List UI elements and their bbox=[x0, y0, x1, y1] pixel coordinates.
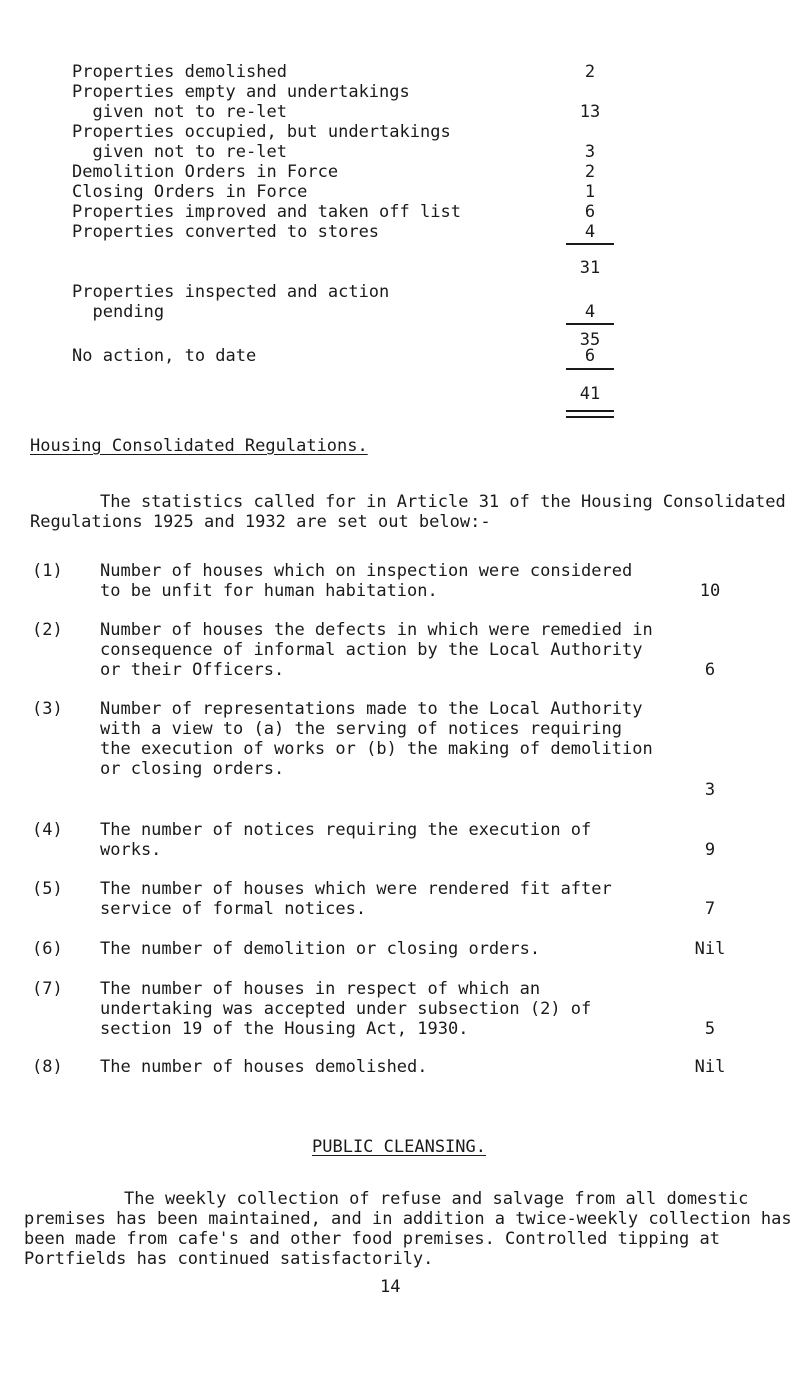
summary-value: 4 bbox=[584, 222, 596, 242]
item-number: (8) bbox=[32, 1057, 63, 1077]
item-value: 7 bbox=[704, 899, 716, 919]
item-text: The number of demolition or closing orders. bbox=[100, 939, 541, 959]
total-rule bbox=[566, 410, 614, 412]
summary-label: Properties empty and undertakings bbox=[72, 82, 410, 102]
no-action-label: No action, to date bbox=[72, 346, 257, 366]
item-number: (4) bbox=[32, 820, 63, 840]
summary-label: Properties demolished bbox=[72, 62, 287, 82]
total-rule bbox=[566, 416, 614, 418]
summary-label: given not to re-let bbox=[72, 102, 287, 122]
pending-label: Properties inspected and action bbox=[72, 282, 390, 302]
item-value: 9 bbox=[704, 840, 716, 860]
no-action-value: 6 bbox=[584, 346, 596, 366]
sum-rule bbox=[566, 323, 614, 325]
cleansing-heading: PUBLIC CLEANSING. bbox=[312, 1137, 486, 1157]
pending-value: 4 bbox=[584, 302, 596, 322]
summary-label: Properties occupied, but undertakings bbox=[72, 122, 451, 142]
item-number: (6) bbox=[32, 939, 63, 959]
item-number: (7) bbox=[32, 979, 63, 999]
summary-label: Properties converted to stores bbox=[72, 222, 380, 242]
item-number: (3) bbox=[32, 699, 63, 719]
summary-value: 2 bbox=[584, 62, 596, 82]
item-text: Number of houses the defects in which were remedied in consequence of informal action by the Local Authority or their Officers. bbox=[100, 620, 653, 680]
housing-heading: Housing Consolidated Regulations. bbox=[30, 436, 368, 456]
summary-label: Properties improved and taken off list bbox=[72, 202, 461, 222]
item-value: 5 bbox=[704, 1019, 716, 1039]
item-text: The number of notices requiring the execution of works. bbox=[100, 820, 592, 860]
item-text: The number of houses demolished. bbox=[100, 1057, 428, 1077]
summary-value: 6 bbox=[584, 202, 596, 222]
summary-label: given not to re-let bbox=[72, 142, 287, 162]
item-text: Number of houses which on inspection were considered to be unfit for human habitation. bbox=[100, 561, 633, 601]
sum-rule bbox=[566, 243, 614, 245]
item-value: Nil bbox=[694, 1057, 726, 1077]
item-text: The number of houses in respect of which an undertaking was accepted under subsection (2) of section 19 of the Housing Act, 1930. bbox=[100, 979, 592, 1039]
summary-value: 13 bbox=[579, 102, 601, 122]
pending-label: pending bbox=[72, 302, 165, 322]
summary-label: Closing Orders in Force bbox=[72, 182, 308, 202]
item-number: (2) bbox=[32, 620, 63, 640]
item-number: (5) bbox=[32, 879, 63, 899]
item-value: 6 bbox=[704, 660, 716, 680]
summary-label: Demolition Orders in Force bbox=[72, 162, 339, 182]
cleansing-paragraph: The weekly collection of refuse and salvage from all domestic premises has been maintained, and in addition a twice-weekly collection has been made from cafe's and other food premises. Controlled tipping at Portfields has continued satisfactorily. bbox=[24, 1189, 792, 1269]
item-text: The number of houses which were rendered fit after service of formal notices. bbox=[100, 879, 612, 919]
item-value: Nil bbox=[694, 939, 726, 959]
subtotal-value: 31 bbox=[579, 258, 601, 278]
item-text: Number of representations made to the Local Authority with a view to (a) the serving of notices requiring the execution of works or (b) the making of demolition or closing orders. bbox=[100, 699, 653, 779]
page-number: 14 bbox=[380, 1277, 401, 1297]
item-number: (1) bbox=[32, 561, 63, 581]
summary-value: 1 bbox=[584, 182, 596, 202]
subtotal-value: 35 bbox=[579, 330, 601, 350]
sum-rule bbox=[566, 368, 614, 370]
housing-intro: The statistics called for in Article 31 of the Housing Consolidated Regulations 1925 and 1932 are set out below:- bbox=[30, 492, 786, 532]
item-value: 10 bbox=[699, 581, 721, 601]
item-value: 3 bbox=[704, 780, 716, 800]
summary-value: 2 bbox=[584, 162, 596, 182]
total-value: 41 bbox=[579, 384, 601, 404]
summary-value: 3 bbox=[584, 142, 596, 162]
